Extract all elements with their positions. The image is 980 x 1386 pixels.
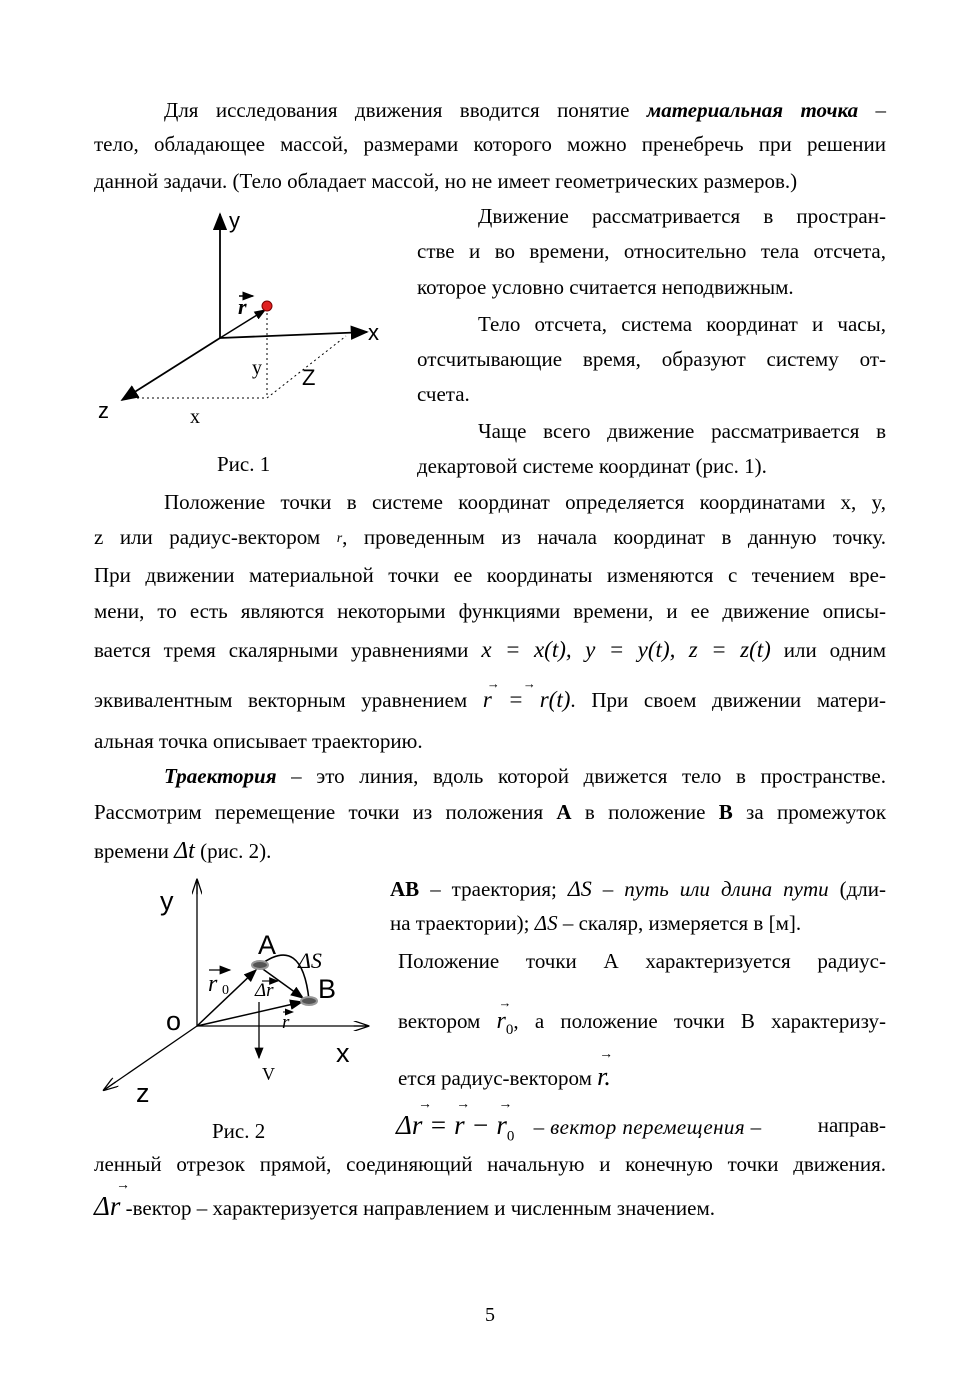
svg-text:ΔS: ΔS	[298, 948, 322, 973]
svg-text:A: A	[258, 930, 277, 960]
para2-line6: эквивалентным векторным уравнением → → r = r(t). При своем движении матери-	[94, 676, 886, 712]
fig1-label-z-axis: z	[98, 398, 109, 423]
svg-text:r: r	[208, 971, 218, 997]
right1-line4: Тело отсчета, система координат и часы,	[478, 312, 886, 336]
right2-line3: Положение точки А характеризуется радиус-	[398, 949, 886, 973]
svg-text:Δr: Δr	[255, 980, 274, 1001]
svg-text:o: o	[166, 1006, 182, 1036]
fig1-label-Z: Z	[302, 365, 316, 390]
para2-line7: альная точка описывает траекторию.	[94, 729, 423, 753]
right2-line1: АВ – траектория; ΔS – путь или длина пути (дли-	[390, 876, 887, 901]
fig2-caption: Рис. 2	[212, 1119, 266, 1143]
right2-line5: ется радиус-вектором → r.	[398, 1047, 614, 1091]
svg-text:V: V	[262, 1064, 275, 1084]
right2-line4: вектором → $r_0$, а положение точки В характеризу-	[398, 995, 886, 1038]
right1-line8: декартовой системе координат (рис. 1).	[417, 454, 767, 478]
fig1-label-y-axis: y	[229, 208, 240, 233]
vector-equation: → → r = r(t)	[482, 676, 571, 712]
para2-line3: При движении материальной точки ее координаты изменяются с течением вре-	[94, 563, 886, 587]
right2-line2: на траектории); ΔS – скаляр, измеряется в [м].	[390, 911, 802, 935]
figure-1	[90, 200, 410, 440]
para4-line2: → Δr -вектор – характеризуется направлением и численным значением.	[94, 1178, 716, 1221]
svg-text:B: B	[318, 974, 337, 1004]
fig1-point	[262, 301, 272, 311]
fig1-caption: Рис. 1	[217, 452, 271, 476]
right2-line6: → Δr = → r − → $r_0$ – вектор перемещения – направ-	[396, 1097, 886, 1145]
right1-line7: Чаще всего движение рассматривается в	[478, 419, 886, 443]
right1-line2: стве и во времени, относительно тела отсчета,	[417, 239, 886, 263]
fig1-label-x: x	[190, 406, 200, 428]
figure-2	[92, 874, 392, 1134]
para1-line3: данной задачи. (Тело обладает массой, но не имеет геометрических размеров.)	[94, 169, 798, 193]
right1-line6: счета.	[417, 382, 470, 406]
term-material-point: материальная точка	[646, 98, 859, 122]
fig1-label-r: r	[238, 294, 247, 319]
para3-line3: времени Δt (рис. 2).	[94, 838, 272, 864]
para3-line1: Траектория – это линия, вдоль которой движется тело в пространстве.	[164, 764, 886, 788]
right1-line5: отсчитывающие время, образуют систему от-	[417, 347, 886, 371]
page-number: 5	[485, 1304, 495, 1326]
svg-text:y: y	[160, 886, 174, 916]
fig2-r0-vector	[197, 970, 256, 1026]
para4-line1: ленный отрезок прямой, соединяющий начальную и конечную точки движения.	[94, 1152, 886, 1176]
fig1-label-y: y	[252, 357, 262, 379]
para2-line2: z или радиус-вектором r, проведенным из начала координат в данную точку.	[94, 525, 887, 549]
svg-text:0: 0	[222, 983, 229, 998]
para1-line2: тело, обладающее массой, размерами которого можно пренебречь при решении	[94, 132, 886, 156]
svg-text:r: r	[282, 1012, 290, 1033]
svg-text:z: z	[136, 1078, 150, 1108]
right1-line3: которое условно считается неподвижным.	[417, 275, 794, 299]
displacement-equation: → Δr = → r − → $r_0$	[396, 1097, 515, 1145]
para2-line4: мени, то есть являются некоторыми функциями времени, и ее движение описы-	[94, 599, 886, 623]
scalar-equations: x = x(t), y = y(t), z = z(t)	[481, 637, 771, 662]
para1-line1: Для исследования движения вводится понятие материальная точка –	[164, 98, 887, 122]
fig1-x-axis	[220, 332, 367, 338]
svg-text:x: x	[336, 1038, 350, 1068]
para2-line1: Положение точки в системе координат определяется координатами x, y,	[164, 490, 886, 514]
para2-line5: вается тремя скалярными уравнениями x = x(t), y = y(t), z = z(t) или одним	[94, 637, 887, 662]
fig1-label-x-axis: x	[368, 320, 379, 345]
fig1-z-axis	[122, 338, 220, 400]
term-trajectory: Траектория	[164, 764, 277, 788]
inline-r-vector: r	[336, 531, 343, 546]
para3-line2: Рассмотрим перемещение точки из положения А в положение В за промежуток	[94, 800, 887, 824]
right1-line1: Движение рассматривается в простран-	[478, 204, 886, 228]
